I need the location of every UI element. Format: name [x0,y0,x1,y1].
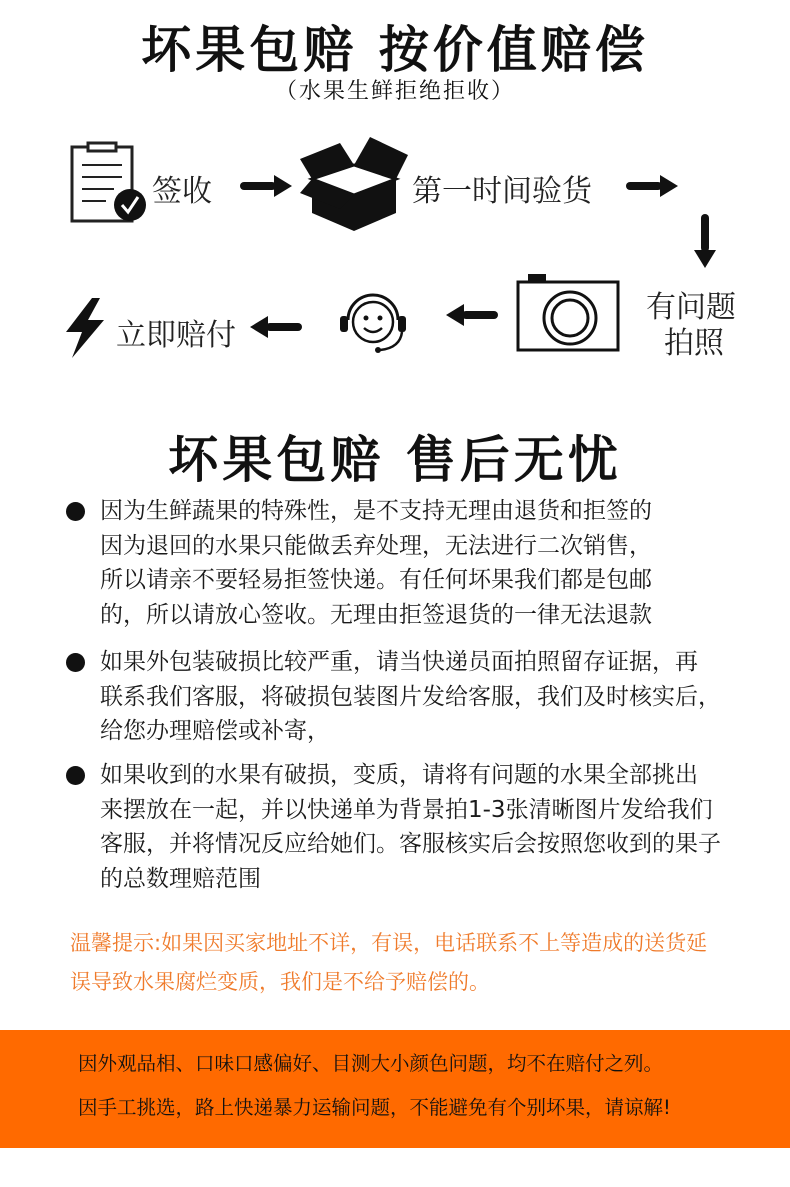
warm-tip [70,924,740,1002]
section-title: 坏果包赔 售后无忧 [168,431,622,489]
customer-service-headset-icon [336,290,410,356]
arrow-left-icon [250,316,302,338]
step-photo-label: 拍照 [664,326,724,361]
step-sign-label: 签收 [152,174,212,209]
warm-tip-line-1: 温馨提示:如果因买家地址不详，有误，电话联系不上等造成的送货延 [70,931,708,955]
bullet-list [66,758,746,896]
camera-icon [516,274,620,352]
bullet-item: 因为生鲜蔬果的特殊性，是不支持无理由退货和拒签的 因为退回的水果只能做丢弃处理，无法进行二次销售， 所以请亲不要轻易拒签快递。有任何坏果我们都是包邮 的，所以请放心签收。无理由拒签退货的一律无法退款 [66,494,746,632]
bullet-list [66,494,746,632]
footer-line-2: 因手工挑选，路上快递暴力运输问题，不能避免有个别坏果，请谅解! [78,1096,671,1119]
step-inspect-label: 第一时间验货 [412,174,592,209]
bullet-dot [66,766,85,785]
footer-line-1: 因外观品相、口味口感偏好、目测大小颜色问题，均不在赔付之列。 [78,1052,664,1075]
bullet-item: 如果外包装破损比较严重，请当快递员面拍照留存证据，再 联系我们客服，将破损包装图片发给客服，我们及时核实后， 给您办理赔偿或补寄， [66,645,746,749]
warm-tip-line-2: 误导致水果腐烂变质，我们是不给予赔偿的。 [70,970,490,994]
lightning-bolt-icon [64,298,106,358]
bullet-dot [66,502,85,521]
arrow-left-icon [446,304,498,326]
open-box-icon [300,135,408,233]
clipboard-check-icon [70,143,150,225]
bullet-list [66,645,746,749]
arrow-down-icon [694,214,716,268]
step-problem-label: 有问题 [646,290,736,325]
arrow-right-icon [240,175,292,197]
bullet-item: 如果收到的水果有破损，变质，请将有问题的水果全部挑出 来摆放在一起，并以快递单为背景拍1-3张清晰图片发给我们 客服，并将情况反应给她们。客服核实后会按照您收到的果子 的总数理赔范围 [66,758,746,896]
page-title: 坏果包赔 按价值赔偿 [141,21,649,79]
arrow-right-icon [626,175,678,197]
page-subtitle: （水果生鲜拒绝拒收） [274,79,515,104]
footer-banner [0,1030,790,1148]
step-pay-label: 立即赔付 [116,318,236,353]
bullet-dot [66,653,85,672]
